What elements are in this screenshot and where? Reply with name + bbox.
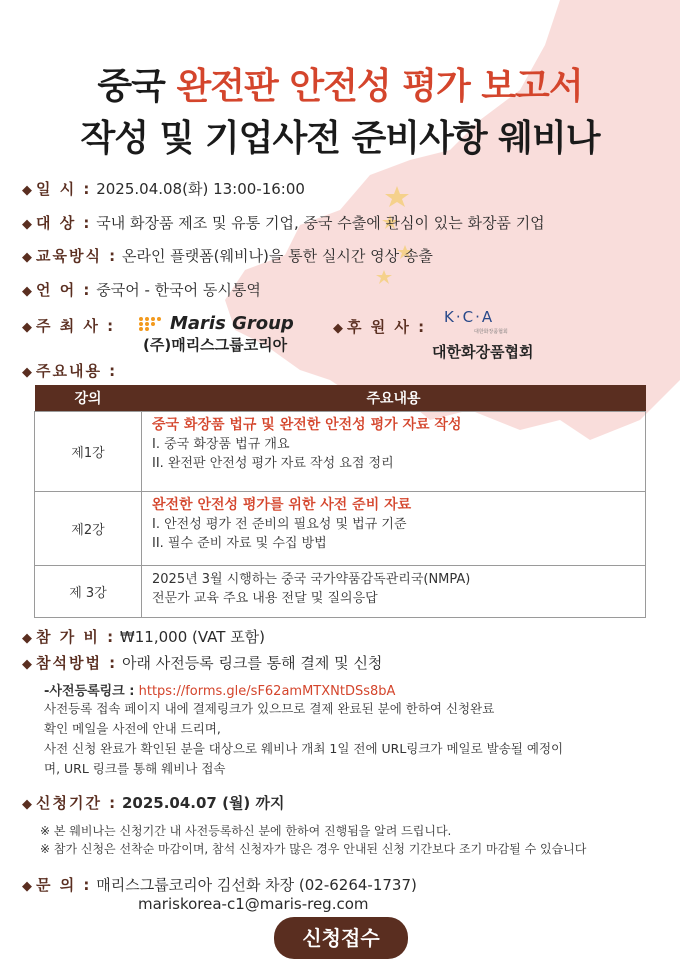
table-row: [35, 566, 646, 618]
diamond-bullet-icon: ◆: [22, 250, 32, 265]
registration-link-label: -사전등록링크 :: [44, 684, 135, 699]
attend-description-line: 확인 메일을 사전에 안내 드리며,: [44, 721, 221, 736]
lecture-table: [34, 385, 646, 618]
host-row: [22, 315, 115, 336]
attend-description-line: 사전등록 접속 페이지 내에 결제링크가 있으므로 결제 완료된 분에 한하여 신청완료: [44, 701, 495, 716]
contact-value: 매리스그룹코리아 김선화 차장 (02-6264-1737): [96, 876, 417, 894]
kca-logo-subtext: 대한화장품협회: [474, 329, 508, 335]
target-label: 대 상 :: [36, 214, 92, 232]
diamond-bullet-icon: ◆: [22, 320, 32, 335]
notice-line: ※ 참가 신청은 선착순 마감이며, 참석 신청자가 많은 경우 안내된 신청 기간보다 조기 마감될 수 있습니다: [40, 842, 587, 856]
lecture-item: 2025년 3월 시행하는 중국 국가약품감독관리국(NMPA): [152, 572, 471, 587]
diamond-bullet-icon: ◆: [22, 365, 32, 380]
registration-link[interactable]: https://forms.gle/sF62amMTXNtDSs8bA: [138, 684, 396, 699]
column-header-lecture: 강의: [35, 385, 142, 412]
diamond-bullet-icon: ◆: [22, 183, 32, 198]
edu-method-value: 온라인 플랫폼(웨비나)을 통한 실시간 영상 송출: [121, 247, 433, 265]
title-prefix: 중국: [97, 66, 177, 107]
host-label: 주 최 사 :: [36, 317, 116, 335]
attend-description-line: 며, URL 링크를 통해 웨비나 접속: [44, 761, 226, 776]
lecture-title: 완전한 안전성 평가를 위한 사전 준비 자료: [152, 497, 412, 513]
title-highlight: 완전판 안전성 평가 보고서: [176, 66, 583, 107]
title-line-2: 작성 및 기업사전 준비사항 웨비나: [80, 118, 600, 159]
application-period-label: 신청기간 :: [36, 794, 118, 812]
diamond-bullet-icon: ◆: [22, 284, 32, 299]
lecture-content: [142, 412, 646, 492]
maris-logo-text: Maris Group: [170, 313, 294, 334]
language-row: [22, 279, 261, 300]
lecture-title: 중국 화장품 법규 및 완전한 안전성 평가 자료 작성: [152, 417, 462, 433]
lecture-content: [142, 492, 646, 566]
notice-line: ※ 본 웨비나는 신청기간 내 사전등록하신 분에 한하여 진행됨을 알려 드립니다.: [40, 824, 452, 838]
edu-method-label: 교육방식 :: [36, 247, 118, 265]
diamond-bullet-icon: ◆: [22, 657, 32, 672]
sponsor-name: 대한화장품협회: [432, 343, 534, 361]
lecture-number: 제2강: [35, 492, 142, 566]
target-value: 국내 화장품 제조 및 유통 기업, 중국 수출에 관심이 있는 화장품 기업: [96, 214, 545, 232]
fee-label: 참 가 비 :: [36, 628, 116, 646]
lecture-item: I. 안전성 평가 전 준비의 필요성 및 법규 기준: [152, 517, 407, 532]
attend-method-value: 아래 사전등록 링크를 통해 결제 및 신청: [121, 654, 383, 672]
sponsor-label: 후 원 사 :: [347, 318, 427, 336]
diamond-bullet-icon: ◆: [22, 879, 32, 894]
target-row: [22, 212, 545, 233]
lecture-item: I. 중국 화장품 법규 개요: [152, 437, 290, 452]
column-header-content: 주요내용: [142, 385, 646, 412]
sponsor-row: [333, 316, 426, 337]
lecture-number: 제1강: [35, 412, 142, 492]
table-row: [35, 492, 646, 566]
date-row: [22, 178, 305, 199]
contact-label: 문 의 :: [36, 876, 92, 894]
contact-email[interactable]: mariskorea-c1@maris-reg.com: [138, 895, 369, 913]
diamond-bullet-icon: ◆: [22, 797, 32, 812]
application-period-row: [22, 792, 285, 813]
maris-dots-icon: [138, 316, 166, 332]
contact-row: [22, 874, 417, 895]
registration-link-row: [44, 680, 395, 699]
lecture-item: II. 필수 준비 자료 및 수집 방법: [152, 536, 327, 551]
table-row: [35, 412, 646, 492]
attend-method-row: [22, 652, 382, 673]
diamond-bullet-icon: ◆: [22, 631, 32, 646]
title-line-1: [0, 58, 680, 109]
date-label: 일 시 :: [36, 180, 92, 198]
application-period-value: 2025.04.07 (월) 까지: [121, 794, 285, 812]
attend-method-label: 참석방법 :: [36, 654, 118, 672]
date-value: 2025.04.08(화) 13:00-16:00: [96, 180, 305, 198]
kca-logo: K·C·A: [444, 308, 495, 326]
method-row: [22, 245, 433, 266]
diamond-bullet-icon: ◆: [22, 217, 32, 232]
lecture-number: 제 3강: [35, 566, 142, 618]
lecture-item: 전문가 교육 주요 내용 전달 및 질의응답: [152, 591, 378, 606]
apply-button[interactable]: 신청접수: [274, 917, 408, 959]
diamond-bullet-icon: ◆: [333, 321, 343, 336]
attend-description-line: 사전 신청 완료가 확인된 분을 대상으로 웨비나 개최 1일 전에 URL링크가 메일로 발송될 예정이: [44, 741, 564, 756]
language-value: 중국어 - 한국어 동시통역: [96, 281, 261, 299]
lecture-item: II. 완전판 안전성 평가 자료 작성 요점 정리: [152, 456, 394, 471]
fee-value: ₩11,000 (VAT 포함): [119, 628, 266, 646]
fee-row: [22, 626, 265, 647]
main-content-heading: ◆ 주요내용 :: [22, 362, 118, 380]
language-label: 언 어 :: [36, 281, 92, 299]
maris-group-logo: [138, 313, 294, 334]
lecture-content: [142, 566, 646, 618]
host-name: (주)매리스그룹코리아: [143, 336, 288, 354]
